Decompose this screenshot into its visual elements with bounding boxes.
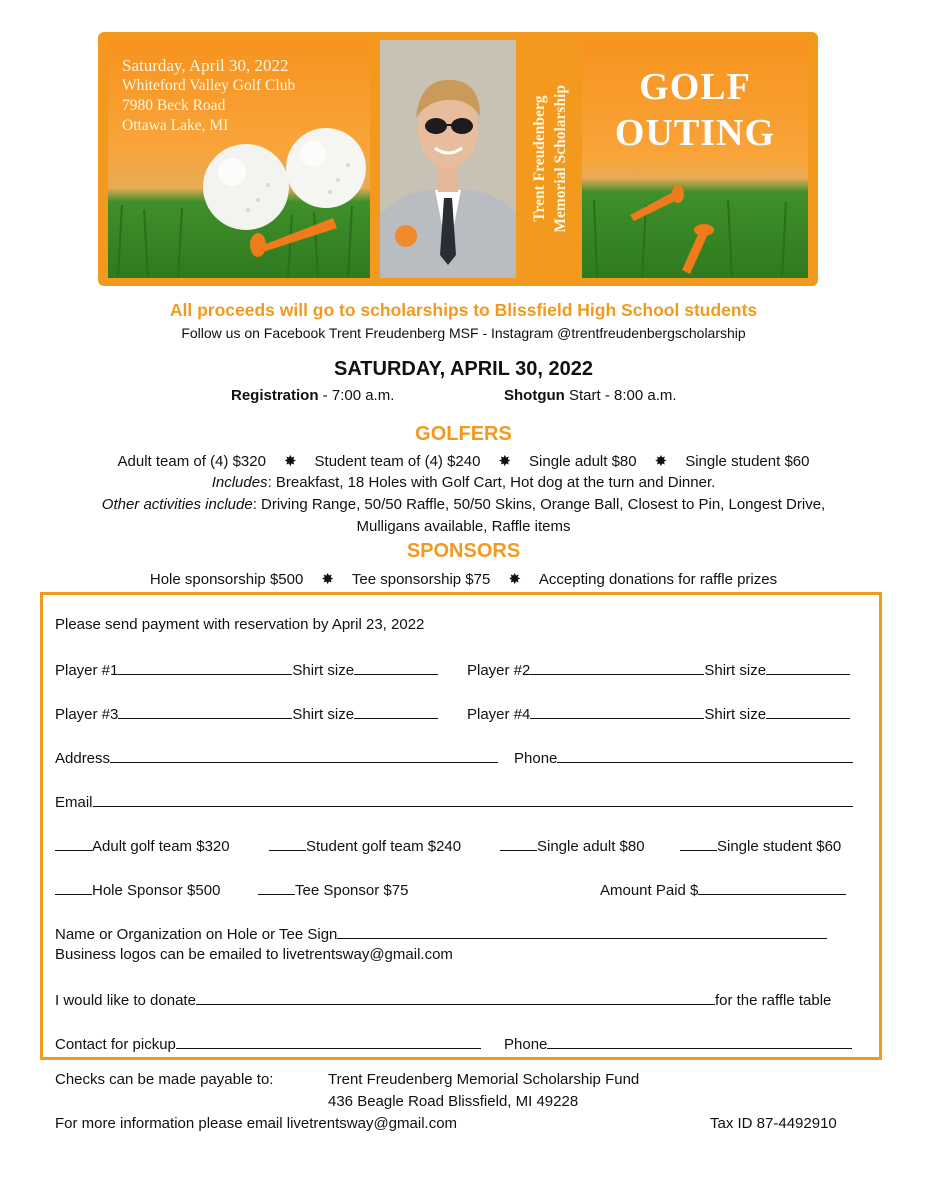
single-student-option — [680, 836, 841, 855]
player-2-label: Player #2 — [467, 662, 531, 679]
star-icon: ✸ — [283, 453, 297, 470]
banner-venue: Whiteford Valley Golf Club — [122, 77, 296, 94]
title-line-2: OUTING — [614, 112, 776, 154]
player-1-field[interactable] — [118, 660, 292, 675]
player-4-field[interactable] — [530, 704, 704, 719]
hole-sponsor-option — [55, 880, 220, 899]
pickup-phone-row — [504, 1034, 852, 1053]
single-student-qty-field[interactable] — [680, 836, 717, 851]
email-row — [55, 792, 853, 811]
sign-name-row — [55, 924, 827, 943]
social-follow: Follow us on Facebook Trent Freudenberg MSF - Instagram @trentfreudenbergscholarship — [181, 325, 746, 341]
other-activities-line-2: Mulligans available, Raffle items — [356, 518, 571, 535]
other-text: : Driving Range, 50/50 Raffle, 50/50 Skins, Orange Ball, Closest to Pin, Longest Drive, — [252, 496, 826, 513]
shirt-size-label: Shirt size — [292, 706, 355, 723]
portrait-illustration — [380, 40, 516, 278]
golf-outing-title — [582, 64, 808, 156]
shotgun-value: Start - 8:00 a.m. — [564, 387, 677, 404]
star-icon: ✸ — [654, 453, 668, 470]
tee-sponsor-label: Tee Sponsor $75 — [295, 882, 409, 899]
single-adult-label: Single adult $80 — [537, 838, 645, 855]
player-3-shirt-field[interactable] — [354, 704, 438, 719]
player-1-label: Player #1 — [55, 662, 119, 679]
includes-text: : Breakfast, 18 Holes with Golf Cart, Hot dog at the turn and Dinner. — [267, 474, 716, 491]
single-adult-option — [500, 836, 645, 855]
student-team-label: Student golf team $240 — [306, 838, 462, 855]
golfer-prices — [0, 452, 927, 470]
portrait-photo — [380, 40, 516, 278]
includes-label: Includes — [211, 474, 268, 491]
golf-ball-left — [203, 144, 289, 230]
fund-name: Trent Freudenberg Memorial Scholarship Fund — [328, 1071, 640, 1088]
sponsors-heading: SPONSORS — [406, 540, 521, 562]
shirt-size-label: Shirt size — [292, 662, 355, 679]
player-3-field[interactable] — [118, 704, 292, 719]
hole-sponsor-label: Hole Sponsor $500 — [92, 882, 221, 899]
email-label: Email — [55, 794, 93, 811]
player-2-field[interactable] — [530, 660, 704, 675]
shirt-size-label: Shirt size — [704, 662, 767, 679]
memorial-strip — [522, 40, 578, 278]
golf-outing-panel — [582, 40, 808, 278]
price-single-student: Single student $60 — [685, 453, 810, 470]
memorial-line-1: Trent Freudenberg — [531, 95, 548, 223]
hole-sponsor-qty-field[interactable] — [55, 880, 92, 895]
phone-label: Phone — [514, 750, 558, 767]
price-single-adult: Single adult $80 — [529, 453, 637, 470]
shotgun-time — [504, 387, 677, 404]
player-2-row — [467, 660, 850, 679]
adult-team-option — [55, 836, 230, 855]
amount-paid-field[interactable] — [698, 880, 846, 895]
logos-note: Business logos can be emailed to livetrentsway@gmail.com — [55, 946, 453, 963]
single-adult-qty-field[interactable] — [500, 836, 537, 851]
sign-name-label: Name or Organization on Hole or Tee Sign — [55, 926, 338, 943]
registration-form — [40, 592, 882, 1060]
player-3-row — [55, 704, 438, 723]
golf-ball-right — [286, 128, 366, 208]
raffle-donations: Accepting donations for raffle prizes — [538, 571, 778, 588]
pickup-field[interactable] — [176, 1034, 481, 1049]
pickup-label: Contact for pickup — [55, 1036, 176, 1053]
golfers-heading: GOLFERS — [415, 423, 512, 445]
pickup-phone-field[interactable] — [547, 1034, 852, 1049]
star-icon: ✸ — [321, 571, 334, 588]
pickup-phone-label: Phone — [504, 1036, 548, 1053]
registration-label: Registration — [231, 387, 319, 404]
registration-time — [231, 387, 394, 404]
amount-paid-label: Amount Paid $ — [600, 882, 699, 899]
price-adult-team: Adult team of (4) $320 — [117, 453, 266, 470]
address-row — [55, 748, 498, 767]
includes-line — [0, 474, 927, 491]
player-4-label: Player #4 — [467, 706, 531, 723]
price-student-team: Student team of (4) $240 — [314, 453, 481, 470]
banner-city: Ottawa Lake, MI — [122, 117, 229, 134]
golf-balls-panel — [108, 40, 370, 278]
player-2-shirt-field[interactable] — [766, 660, 850, 675]
player-1-row — [55, 660, 438, 679]
more-info: For more information please email livetrentsway@gmail.com — [55, 1115, 458, 1132]
hole-sponsorship: Hole sponsorship $500 — [149, 571, 304, 588]
email-field[interactable] — [93, 792, 853, 807]
shotgun-label: Shotgun — [504, 387, 565, 404]
star-icon: ✸ — [498, 453, 512, 470]
amount-paid-row — [600, 880, 846, 899]
donate-row — [55, 990, 831, 1009]
banner — [98, 32, 818, 286]
event-date-heading: SATURDAY, APRIL 30, 2022 — [334, 358, 593, 380]
registration-value: - 7:00 a.m. — [318, 387, 395, 404]
star-icon: ✸ — [508, 571, 521, 588]
tee-sponsorship: Tee sponsorship $75 — [351, 571, 491, 588]
student-team-option — [269, 836, 461, 855]
raffle-table-label: for the raffle table — [714, 992, 832, 1009]
donate-label: I would like to donate — [55, 992, 196, 1009]
phone-row — [514, 748, 853, 767]
banner-date: Saturday, April 30, 2022 — [122, 56, 289, 75]
fund-address: 436 Beagle Road Blissfield, MI 49228 — [328, 1093, 579, 1110]
golf-tee-lower — [682, 224, 714, 274]
player-1-shirt-field[interactable] — [354, 660, 438, 675]
address-label: Address — [55, 750, 111, 767]
donate-field[interactable] — [196, 990, 715, 1005]
checks-payable-label: Checks can be made payable to: — [55, 1071, 274, 1088]
banner-street: 7980 Beck Road — [122, 97, 226, 114]
player-4-row — [467, 704, 850, 723]
other-activities-line — [0, 496, 927, 513]
golf-tee-upper — [630, 185, 684, 221]
single-student-label: Single student $60 — [717, 838, 842, 855]
memorial-line-2: Memorial Scholarship — [552, 85, 569, 233]
player-3-label: Player #3 — [55, 706, 119, 723]
tee-sponsor-qty-field[interactable] — [258, 880, 295, 895]
phone-field[interactable] — [557, 748, 853, 763]
student-team-qty-field[interactable] — [269, 836, 306, 851]
proceeds-statement: All proceeds will go to scholarships to Blissfield High School students — [169, 300, 758, 320]
tee-sponsor-option — [258, 880, 408, 899]
payment-deadline: Please send payment with reservation by April 23, 2022 — [55, 616, 425, 633]
other-label: Other activities include — [101, 496, 253, 513]
address-field[interactable] — [110, 748, 498, 763]
tax-id: Tax ID 87-4492910 — [710, 1115, 837, 1132]
adult-team-label: Adult golf team $320 — [92, 838, 230, 855]
title-line-1: GOLF — [639, 66, 751, 108]
player-4-shirt-field[interactable] — [766, 704, 850, 719]
sponsor-options — [0, 570, 927, 588]
pickup-row — [55, 1034, 481, 1053]
boutonniere — [395, 225, 417, 247]
adult-team-qty-field[interactable] — [55, 836, 92, 851]
shirt-size-label: Shirt size — [704, 706, 767, 723]
event-info — [122, 56, 295, 136]
sign-name-field[interactable] — [337, 924, 827, 939]
